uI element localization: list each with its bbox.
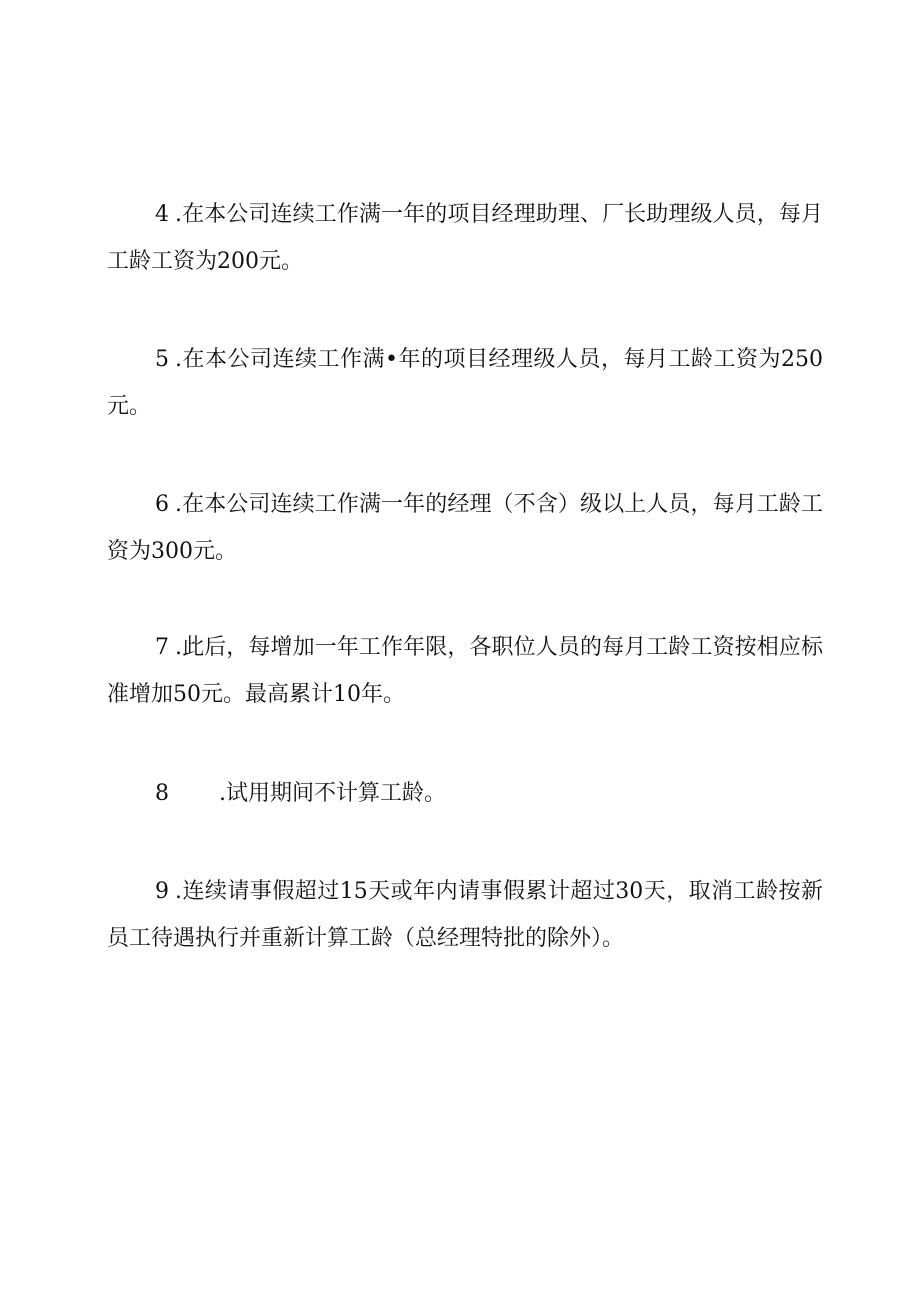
item-text: .试用期间不计算工龄。 xyxy=(219,781,446,806)
item-text: .在本公司连续工作满•年的项目经理级人员，每月工龄工资为250元。 xyxy=(107,347,823,419)
item-number: 5 xyxy=(155,347,169,372)
paragraph-item-7 xyxy=(107,624,823,718)
item-text: .在本公司连续工作满一年的经理（不含）级以上人员，每月工龄工资为300元。 xyxy=(107,492,823,564)
item-text: .在本公司连续工作满一年的项目经理助理、厂长助理级人员，每月工龄工资为200元。 xyxy=(107,202,823,274)
paragraph-item-8 xyxy=(107,770,823,817)
paragraph-item-4 xyxy=(107,191,823,285)
paragraph-item-5 xyxy=(107,336,823,430)
item-number: 4 xyxy=(155,202,169,227)
item-text: .此后，每增加一年工作年限，各职位人员的每月工龄工资按相应标准增加50元。最高累计10年。 xyxy=(107,635,823,707)
item-number: 7 xyxy=(155,635,169,660)
item-number: 9 xyxy=(155,879,169,904)
item-text: .连续请事假超过15天或年内请事假累计超过30天，取消工龄按新员工待遇执行并重新计算工龄（总经理特批的除外）。 xyxy=(107,879,823,951)
item-number: 6 xyxy=(155,492,169,517)
item-number: 8 xyxy=(155,781,169,806)
paragraph-item-6 xyxy=(107,481,823,575)
paragraph-item-9 xyxy=(107,868,823,962)
